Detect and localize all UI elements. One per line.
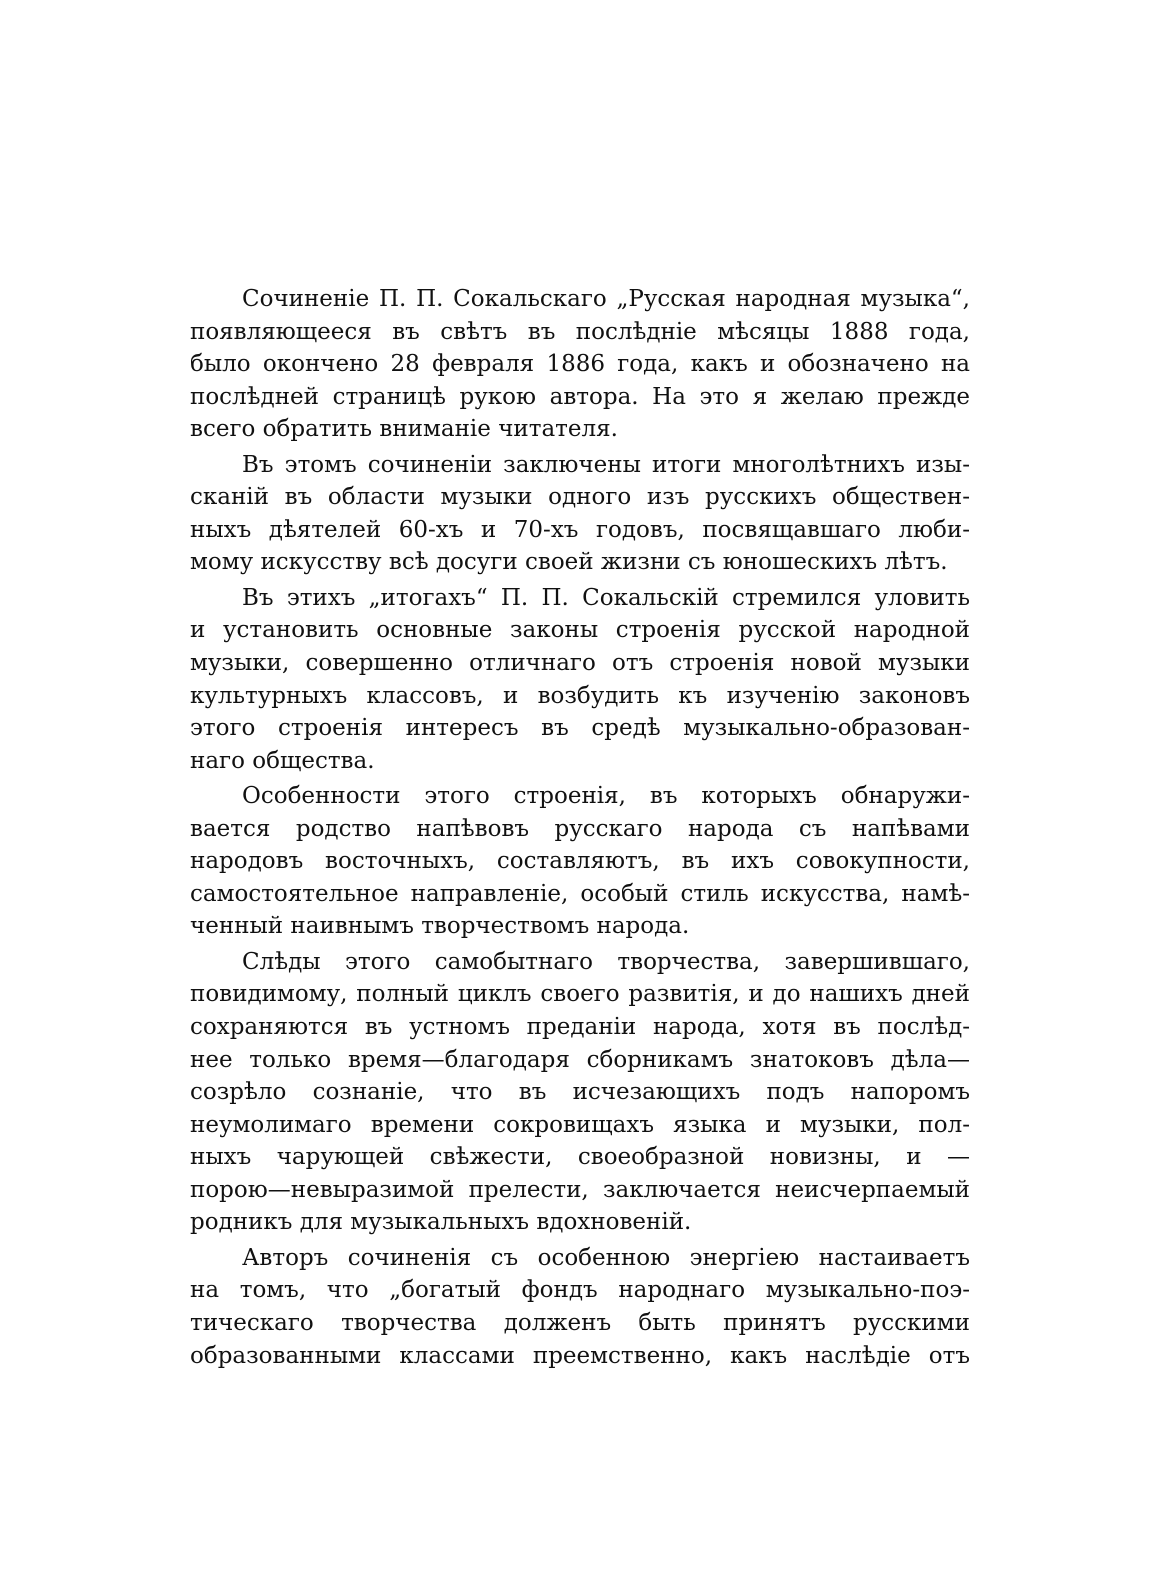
paragraph-1 — [190, 283, 970, 446]
text-line: народовъ восточныхъ, составляютъ, въ ихъ совокупности, — [190, 848, 970, 875]
text-line: порою—невыразимой прелести, заключается неисчерпаемый — [190, 1176, 970, 1203]
text-line: созрѣло сознаніе, что въ исчезающихъ подъ напоромъ — [190, 1079, 970, 1106]
paragraph-4 — [190, 780, 970, 943]
text-line: сохраняются въ устномъ преданіи народа, хотя въ послѣд- — [190, 1014, 970, 1041]
text-line: и установить основные законы строенія русской народной — [190, 617, 970, 644]
text-line: образованными классами преемственно, какъ наслѣдіе отъ — [190, 1342, 970, 1369]
text-line: Авторъ сочиненія съ особенною энергіею настаиваетъ — [242, 1244, 970, 1271]
text-line: культурныхъ классовъ, и возбудить къ изученію законовъ — [190, 682, 970, 709]
text-line: мому искусству всѣ досуги своей жизни съ юношескихъ лѣтъ. — [190, 549, 948, 576]
text-line: родникъ для музыкальныхъ вдохновеній. — [190, 1209, 692, 1236]
text-line: Въ этомъ сочиненіи заключены итоги многолѣтнихъ изы- — [242, 451, 970, 478]
text-line: тическаго творчества долженъ быть принятъ русскими — [190, 1309, 970, 1336]
text-line: послѣдней страницѣ рукою автора. На это я желаю прежде — [190, 383, 970, 410]
text-line: музыки, совершенно отличнаго отъ строенія новой музыки — [190, 650, 970, 677]
text-line: Особенности этого строенія, въ которыхъ обнаружи- — [242, 783, 970, 810]
text-line: появляющееся въ свѣтъ въ послѣдніе мѣсяцы 1888 года, — [190, 318, 970, 345]
text-line: на томъ, что „богатый фондъ народнаго музыкально-поэ- — [190, 1277, 970, 1304]
text-line: всего обратить вниманіе читателя. — [190, 416, 618, 443]
text-line: Въ этихъ „итогахъ“ П. П. Сокальскій стремился уловить — [242, 584, 970, 611]
paragraph-6 — [190, 1242, 970, 1372]
text-line: самостоятельное направленіе, особый стиль искусства, намѣ- — [190, 880, 970, 907]
text-line: ныхъ чарующей свѣжести, своеобразной новизны, и — — [190, 1144, 970, 1171]
text-line: вается родство напѣвовъ русскаго народа съ напѣвами — [190, 815, 970, 842]
body-text — [190, 283, 970, 1372]
paragraph-3 — [190, 582, 970, 777]
text-line: Сочиненіе П. П. Сокальскаго „Русская народная музыка“, — [242, 286, 970, 312]
paragraph-5 — [190, 946, 970, 1239]
text-line: этого строенія интересъ въ средѣ музыкально-образован- — [190, 715, 970, 742]
text-line: ченный наивнымъ творчествомъ народа. — [190, 913, 690, 940]
text-line: наго общества. — [190, 747, 375, 774]
text-line: Слѣды этого самобытнаго творчества, завершившаго, — [242, 948, 970, 975]
text-line: было окончено 28 февраля 1886 года, какъ и обозначено на — [190, 351, 970, 378]
paragraph-2 — [190, 449, 970, 579]
text-line: повидимому, полный циклъ своего развитія, и до нашихъ дней — [190, 981, 970, 1008]
text-line: сканій въ области музыки одного изъ русскихъ обществен- — [190, 484, 970, 511]
text-line: ныхъ дѣятелей 60-хъ и 70-хъ годовъ, посвящавшаго люби- — [190, 516, 970, 543]
text-line: неумолимаго времени сокровищахъ языка и музыки, пол- — [190, 1111, 970, 1138]
text-line: нее только время—благодаря сборникамъ знатоковъ дѣла— — [190, 1046, 970, 1073]
